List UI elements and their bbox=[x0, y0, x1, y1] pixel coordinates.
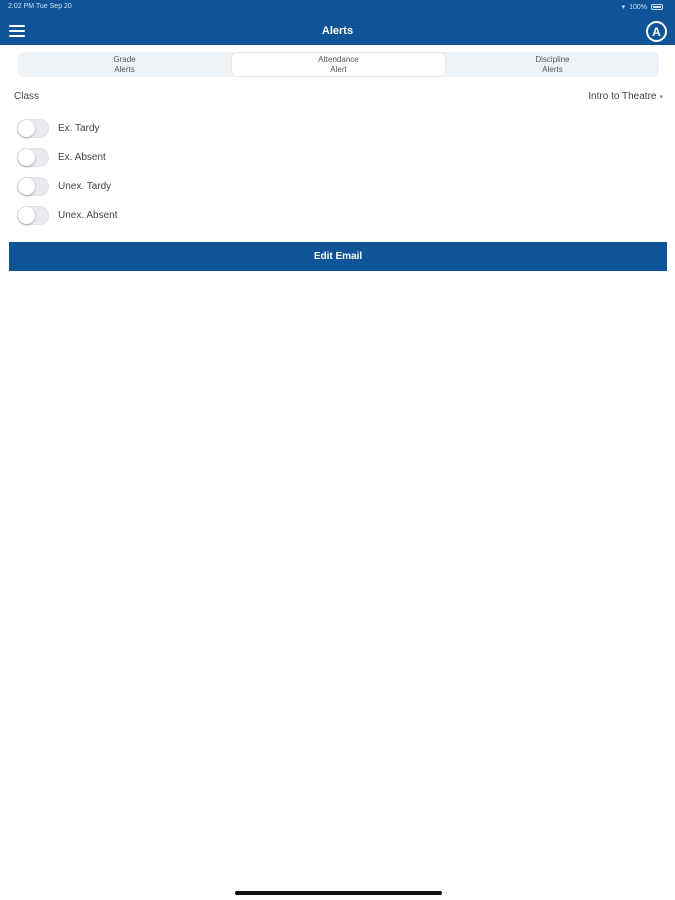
status-indicators bbox=[622, 3, 663, 11]
toggle-label: Ex. Absent bbox=[58, 151, 106, 163]
toggle-row-unex-tardy bbox=[17, 176, 111, 196]
app-header bbox=[0, 0, 675, 45]
class-selected-value: Intro to Theatre bbox=[588, 91, 657, 102]
tab-label-line2: Alerts bbox=[542, 64, 563, 74]
wifi-icon: ▾ bbox=[621, 4, 626, 11]
edit-email-button[interactable]: Edit Email bbox=[9, 242, 667, 271]
ex-absent-toggle[interactable] bbox=[17, 148, 49, 167]
account-avatar-icon[interactable]: A bbox=[646, 21, 667, 42]
battery-icon bbox=[651, 4, 663, 10]
tab-label-line1: Discipline bbox=[535, 54, 570, 64]
toggle-label: Unex. Tardy bbox=[58, 180, 112, 192]
ex-tardy-toggle[interactable] bbox=[17, 119, 49, 138]
battery-percent: 100% bbox=[629, 3, 647, 11]
tab-label-line2: Alerts bbox=[114, 64, 135, 74]
toggle-label: Unex. Absent bbox=[58, 209, 118, 221]
toggle-row-ex-absent bbox=[17, 147, 106, 167]
tab-label-line1: Grade bbox=[113, 54, 136, 64]
tab-label-line2: Alert bbox=[330, 64, 347, 74]
tab-discipline-alerts[interactable] bbox=[446, 52, 659, 77]
class-dropdown[interactable] bbox=[588, 91, 663, 102]
unex-absent-toggle[interactable] bbox=[17, 206, 49, 225]
status-time: 2:02 PM Tue Sep 20 bbox=[8, 3, 72, 10]
tab-grade-alerts[interactable] bbox=[18, 52, 231, 77]
chevron-down-icon: ▾ bbox=[659, 94, 663, 101]
unex-tardy-toggle[interactable] bbox=[17, 177, 49, 196]
toggle-row-ex-tardy bbox=[17, 118, 100, 138]
alert-type-tabs bbox=[18, 52, 659, 77]
tab-attendance-alert[interactable] bbox=[232, 53, 445, 76]
class-label: Class bbox=[14, 91, 40, 102]
page-title: Alerts bbox=[321, 25, 354, 37]
toggle-row-unex-absent bbox=[17, 205, 117, 225]
toggle-label: Ex. Tardy bbox=[58, 122, 100, 134]
tab-label-line1: Attendance bbox=[318, 54, 359, 64]
home-indicator[interactable] bbox=[235, 891, 442, 895]
